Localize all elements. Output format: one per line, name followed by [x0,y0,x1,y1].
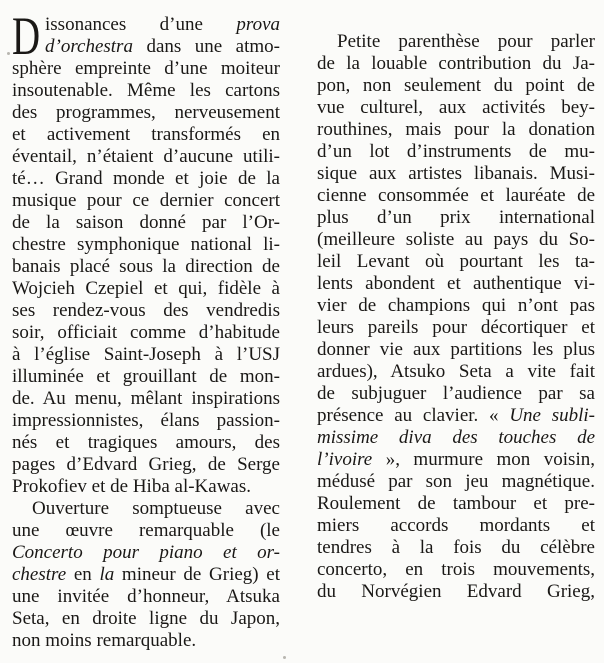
text-run: de la saison donné par l’Or- [12,212,280,233]
text-line [12,190,280,212]
text-run: pages d’Edvard Grieg, de Serge [12,454,280,475]
text-run: té… Grand monde et joie de la [12,168,280,189]
text-line [12,388,280,410]
text-run: des programmes, nerveusement [12,102,280,123]
text-line [12,410,280,432]
text-line [12,432,280,454]
text-line [12,564,280,586]
text-line [12,278,280,300]
italic-text-run: chestre [12,564,67,585]
text-run: mineur de Grieg) et [114,564,280,585]
text-line [317,427,595,449]
text-line [317,537,595,559]
text-line [317,75,595,97]
text-run: musique pour ce dernier concert [12,190,280,211]
text-run: miers accords mordants et [317,515,595,536]
text-line [12,454,280,476]
text-run: ardues), Atsuko Seta a vite fait [317,361,595,382]
italic-text-run: d’orchestra [45,36,133,57]
text-line [317,207,595,229]
italic-text-run: Concerto pour piano et or- [12,542,280,563]
text-run: présence au clavier. « [317,405,510,426]
text-line [317,581,595,603]
text-line [317,295,595,317]
text-run: chestre symphonique national li- [12,234,280,255]
text-run: sique aux artistes libanais. Musi- [317,163,595,184]
text-run: de subjuguer l’audience par sa [317,383,595,404]
column-left [12,6,280,652]
text-run: concerto, en trois mouvements, [317,559,595,580]
text-line [317,361,595,383]
text-line [12,146,280,168]
text-run: donner vie aux partitions les plus [317,339,595,360]
text-line [317,251,595,273]
text-line [317,405,595,427]
text-run: pon, non seulement du point de [317,75,595,96]
text-run: vier de champions qui n’ont pas [317,295,595,316]
text-run: plus d’un prix international [317,207,595,228]
text-line [317,471,595,493]
text-run: leil Levant où pourtant les ta- [317,251,595,272]
text-run: Wojcieh Czepiel et qui, fidèle à [12,278,280,299]
italic-text-run: prova [236,14,280,35]
italic-text-run: missime diva des touches de [317,427,595,448]
text-run: Roulement de tambour et pre- [317,493,595,514]
italic-text-run: l’ivoire [317,449,373,470]
text-line [12,608,280,630]
text-line [12,234,280,256]
text-run: cienne consommée et lauréate de [317,185,595,206]
text-line [317,493,595,515]
text-run: du Norvégien Edvard Grieg, [317,581,595,602]
text-line [317,229,595,251]
text-line [12,124,280,146]
text-run: tendres à la fois du célèbre [317,537,595,558]
text-line [12,630,280,652]
text-line [317,53,595,75]
text-line [317,273,595,295]
text-run: vue culturel, aux activités bey- [317,97,595,118]
text-line [12,102,280,124]
text-line [12,300,280,322]
text-run: insoutenable. Même les cartons [12,80,280,101]
text-line [12,322,280,344]
text-run: médusé par son jeu magnétique. [317,471,595,492]
text-run: une invitée d’honneur, Atsuka [12,586,280,607]
text-line [12,498,280,520]
text-run: de la louable contribution du Ja- [317,53,595,74]
text-run: dans une atmo- [132,36,280,57]
text-run: à l’église Saint-Joseph à l’USJ [12,344,280,365]
text-line [12,520,280,542]
text-run: (meilleure soliste au pays du So- [317,229,595,250]
text-line [12,80,280,102]
text-run: nés et tragiques amours, des [12,432,280,453]
text-line [317,515,595,537]
italic-text-run: la [99,564,115,585]
text-run: Prokofiev et de Hiba al-Kawas. [12,476,252,497]
scan-speck [7,52,10,55]
text-line [317,119,595,141]
text-run: en [66,564,100,585]
text-line [317,317,595,339]
text-line [317,163,595,185]
text-run: éventail, n’étaient d’aucune utili- [12,146,280,167]
text-line [317,449,595,471]
text-run: », murmure mon voisin, [372,449,595,470]
text-line [12,542,280,564]
text-run: de. Au menu, mêlant inspirations [12,388,280,409]
text-line [317,97,595,119]
text-run: Ouverture somptueuse avec [32,498,280,519]
text-run: sphère empreinte d’une moiteur [12,58,280,79]
text-line [317,339,595,361]
text-line [12,36,280,58]
text-line [317,141,595,163]
drop-cap: D [12,6,41,66]
text-line [317,383,595,405]
text-run: routhines, mais pour la donation [317,119,595,140]
text-run: illuminée et grouillant de mon- [12,366,280,387]
italic-text-run: Une subli- [509,405,596,426]
text-line [12,168,280,190]
text-run: et activement transformés en [12,124,280,145]
column-right [317,31,595,603]
text-line [12,344,280,366]
text-line [12,256,280,278]
text-run: soir, officiait comme d’habitude [12,322,280,343]
text-line [12,586,280,608]
text-line [12,366,280,388]
text-line [12,476,280,498]
text-run: Seta, en droite ligne du Japon, [12,608,280,629]
text-line [12,212,280,234]
text-run: impressionnistes, élans passion- [12,410,280,431]
text-run: issonances d’une [45,14,237,35]
text-line [317,31,595,53]
text-run: ses rendez-vous des vendredis [12,300,280,321]
text-run: d’un lot d’instruments de mu- [317,141,595,162]
text-run: leurs pareils pour décortiquer et [317,317,595,338]
text-run: une œuvre remarquable (le [12,520,280,541]
scan-speck [283,656,286,659]
text-run: lents abondent et authentique vi- [317,273,595,294]
text-line [12,58,280,80]
text-run: banais placé sous la direction de [12,256,280,277]
text-line [317,559,595,581]
text-line [12,14,280,36]
text-run: non moins remarquable. [12,630,197,651]
text-line [317,185,595,207]
text-run: Petite parenthèse pour parler [337,31,595,52]
